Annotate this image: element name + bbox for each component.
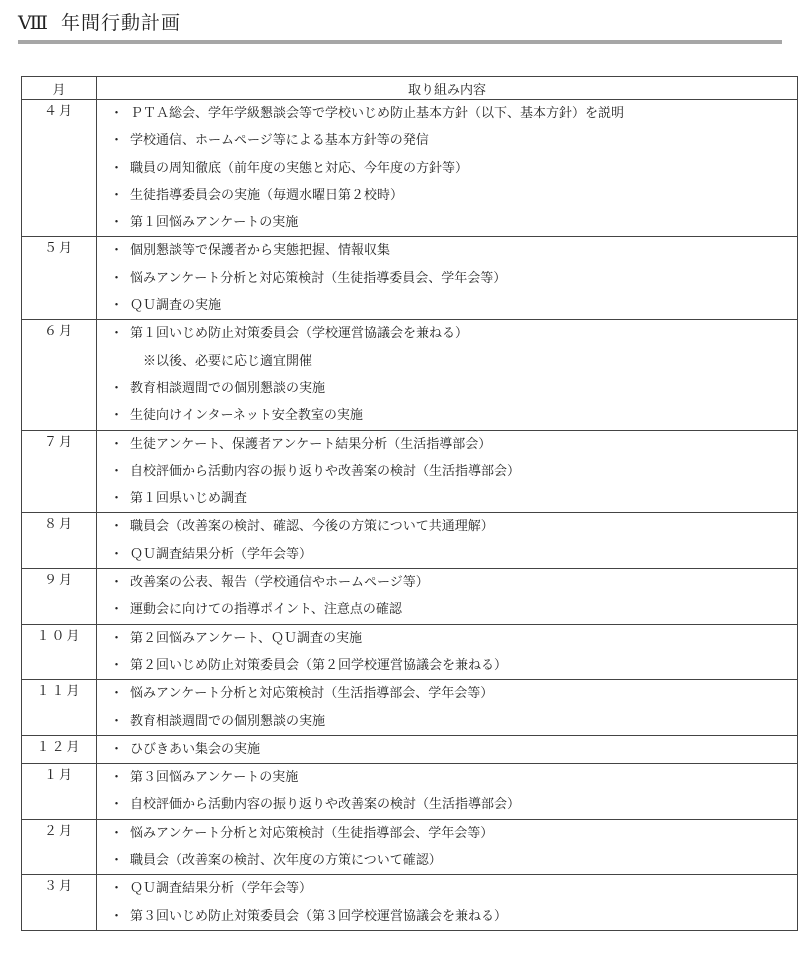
activities-cell	[97, 819, 798, 875]
activity-text: ひびきあい集会の実施	[130, 741, 261, 757]
activity-text: 第２回悩みアンケート、ＱＵ調査の実施	[130, 630, 363, 646]
activity-text: 職員会（改善案の検討、確認、今後の方策について共通理解）	[130, 519, 494, 535]
content-column-header: 取り組み内容	[97, 77, 798, 100]
activity-text: 運動会に向けての指導ポイント、注意点の確認	[130, 602, 402, 618]
activity-text: ※以後、必要に応じ適宜開催	[143, 353, 313, 369]
month-cell: ９月	[22, 569, 97, 625]
table-row	[22, 680, 798, 736]
activities-cell	[97, 764, 798, 820]
activities-cell	[97, 680, 798, 736]
activity-item	[97, 652, 797, 679]
bullet-icon: ・	[110, 436, 124, 452]
activity-note	[97, 348, 797, 375]
month-cell: ２月	[22, 819, 97, 875]
bullet-icon: ・	[110, 686, 124, 702]
bullet-icon: ・	[110, 657, 124, 673]
activity-text: 第１回いじめ防止対策委員会（学校運営協議会を兼ねる）	[130, 326, 469, 342]
activity-text: ＰＴＡ総会、学年学級懇談会等で学校いじめ防止基本方針（以下、基本方針）を説明	[130, 106, 625, 121]
month-cell: １１月	[22, 680, 97, 736]
activity-item	[97, 402, 797, 429]
bullet-icon: ・	[110, 630, 124, 646]
activity-item	[97, 764, 797, 791]
bullet-icon: ・	[110, 853, 124, 869]
table-row	[22, 735, 798, 763]
month-cell: １２月	[22, 735, 97, 763]
activity-item	[97, 182, 797, 209]
month-cell: ６月	[22, 320, 97, 430]
activity-text: 学校通信、ホームページ等による基本方針等の発信	[130, 133, 429, 149]
bullet-icon: ・	[110, 463, 124, 479]
month-cell: ８月	[22, 513, 97, 569]
bullet-icon: ・	[110, 187, 124, 203]
activity-item	[97, 237, 797, 264]
bullet-icon: ・	[110, 270, 124, 286]
activity-text: 第３回いじめ防止対策委員会（第３回学校運営協議会を兼ねる）	[130, 908, 508, 924]
bullet-icon: ・	[110, 825, 124, 841]
section-number: Ⅷ	[18, 12, 49, 34]
activity-item	[97, 155, 797, 182]
activity-item	[97, 458, 797, 485]
bullet-icon: ・	[110, 106, 124, 121]
activity-item	[97, 265, 797, 292]
heading-rule	[18, 40, 782, 44]
activity-text: 個別懇談等で保護者から実態把握、情報収集	[130, 243, 391, 259]
activity-text: 職員会（改善案の検討、次年度の方策について確認）	[130, 853, 442, 869]
activity-text: 悩みアンケート分析と対応策検討（生徒指導委員会、学年会等）	[130, 270, 507, 286]
activities-cell	[97, 320, 798, 430]
activity-text: 悩みアンケート分析と対応策検討（生徒指導部会、学年会等）	[130, 825, 494, 841]
bullet-icon: ・	[110, 326, 124, 342]
activity-text: 生徒向けインターネット安全教室の実施	[130, 408, 363, 424]
activity-item	[97, 431, 797, 458]
activity-item	[97, 513, 797, 540]
activity-item	[97, 292, 797, 319]
bullet-icon: ・	[110, 160, 124, 176]
bullet-icon: ・	[110, 519, 124, 535]
activity-text: 自校評価から活動内容の振り返りや改善案の検討（生活指導部会）	[130, 797, 521, 813]
table-row	[22, 100, 798, 237]
plan-body	[22, 100, 798, 931]
table-row	[22, 624, 798, 680]
activity-item	[97, 569, 797, 596]
bullet-icon: ・	[110, 243, 124, 259]
section-title: 年間行動計画	[60, 12, 181, 34]
activity-text: 第１回県いじめ調査	[130, 491, 248, 507]
activities-cell	[97, 100, 798, 237]
month-column-header: 月	[22, 77, 97, 100]
bullet-icon: ・	[110, 908, 124, 924]
table-row	[22, 819, 798, 875]
activities-cell	[97, 735, 798, 763]
activity-text: 自校評価から活動内容の振り返りや改善案の検討（生活指導部会）	[130, 463, 521, 479]
activity-text: 第３回悩みアンケートの実施	[130, 770, 299, 786]
bullet-icon: ・	[110, 741, 124, 757]
activity-text: 改善案の公表、報告（学校通信やホームページ等）	[130, 575, 429, 591]
activity-item	[97, 708, 797, 735]
table-row	[22, 875, 798, 931]
bullet-icon: ・	[110, 215, 124, 231]
activity-item	[97, 736, 797, 763]
bullet-icon: ・	[110, 881, 124, 897]
month-cell: １０月	[22, 624, 97, 680]
bullet-icon: ・	[110, 408, 124, 424]
month-cell: １月	[22, 764, 97, 820]
activity-item	[97, 625, 797, 652]
activity-text: ＱＵ調査結果分析（学年会等）	[130, 881, 313, 897]
bullet-icon: ・	[110, 491, 124, 507]
activity-item	[97, 596, 797, 623]
section-heading	[18, 8, 181, 35]
activity-text: 第１回悩みアンケートの実施	[130, 215, 299, 231]
activity-item	[97, 680, 797, 707]
activity-text: 教育相談週間での個別懇談の実施	[130, 380, 326, 396]
activity-text: 第２回いじめ防止対策委員会（第２回学校運営協議会を兼ねる）	[130, 657, 508, 673]
month-cell: ５月	[22, 237, 97, 320]
bullet-icon: ・	[110, 380, 124, 396]
table-row	[22, 320, 798, 430]
bullet-icon: ・	[110, 546, 124, 562]
activities-cell	[97, 875, 798, 931]
bullet-icon: ・	[110, 797, 124, 813]
activity-text: 職員の周知徹底（前年度の実態と対応、今年度の方針等）	[130, 160, 469, 176]
activity-item	[97, 847, 797, 874]
activity-item	[97, 127, 797, 154]
bullet-icon: ・	[110, 133, 124, 149]
activities-cell	[97, 624, 798, 680]
table-row	[22, 569, 798, 625]
activity-text: ＱＵ調査の実施	[130, 298, 222, 314]
month-cell: ４月	[22, 100, 97, 237]
bullet-icon: ・	[110, 298, 124, 314]
annual-plan-table	[21, 76, 798, 931]
table-row	[22, 764, 798, 820]
table-row	[22, 237, 798, 320]
header-row	[22, 77, 798, 100]
activity-item	[97, 541, 797, 568]
table-row	[22, 513, 798, 569]
activities-cell	[97, 237, 798, 320]
activity-text: 生徒アンケート、保護者アンケート結果分析（生活指導部会）	[130, 436, 492, 452]
bullet-icon: ・	[110, 770, 124, 786]
activities-cell	[97, 430, 798, 513]
bullet-icon: ・	[110, 713, 124, 729]
activity-item	[97, 209, 797, 236]
activity-item	[97, 485, 797, 512]
bullet-icon: ・	[110, 602, 124, 618]
activity-text: 悩みアンケート分析と対応策検討（生活指導部会、学年会等）	[130, 686, 494, 702]
bullet-icon: ・	[110, 575, 124, 591]
table-row	[22, 430, 798, 513]
month-cell: ３月	[22, 875, 97, 931]
activity-item	[97, 903, 797, 930]
activity-item	[97, 820, 797, 847]
month-cell: ７月	[22, 430, 97, 513]
activity-text: ＱＵ調査結果分析（学年会等）	[130, 546, 313, 562]
activity-item	[97, 791, 797, 818]
activities-cell	[97, 569, 798, 625]
activity-item	[97, 375, 797, 402]
activities-cell	[97, 513, 798, 569]
activity-text: 教育相談週間での個別懇談の実施	[130, 713, 326, 729]
activity-item	[97, 100, 797, 127]
activity-text: 生徒指導委員会の実施（毎週水曜日第２校時）	[130, 187, 404, 203]
activity-item	[97, 875, 797, 902]
activity-item	[97, 320, 797, 347]
